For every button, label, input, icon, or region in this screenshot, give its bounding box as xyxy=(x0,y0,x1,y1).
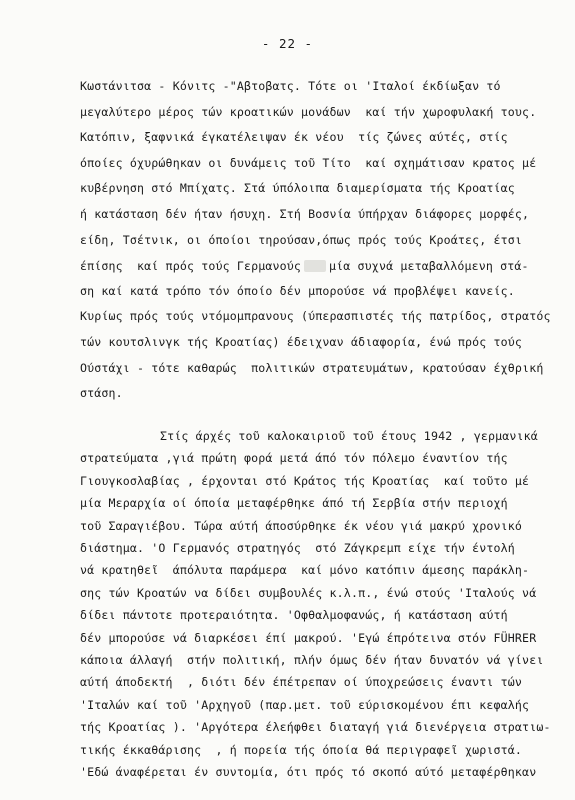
paragraph-2-line-14: τής Κροατίας ). 'Αργότερα έλεήφθει διαταγή γιά διενέργεια στρατιω- xyxy=(80,720,551,735)
redaction-mark xyxy=(304,260,326,272)
paragraph-2-line-9: δίδει πάντοτε προτεραιότητα. 'Οφθαλμοφανώς, ή κατάσταση αύτή xyxy=(80,608,508,623)
paragraph-2-line-16: 'Εδώ άναφέρεται έν συντομία, ότι πρός τό σκοπό αύτό μεταφέρθηκαν xyxy=(80,765,537,779)
paragraph-1-line-7: είδη, Τσέτνικ, οι όποίοι τηρούσαν,όπως πρός τούς Κροάτες, έτσι xyxy=(80,232,523,247)
paragraph-2-line-6: διάστημα. 'Ο Γερμανός στρατηγός στό Ζάγκρεμπ είχε τήν έντολή xyxy=(80,541,515,555)
paragraph-1-line-5: κυβέρνηση στό Μπίχατς. Στά ύπόλοιπα διαμερίσματα τής Κροατίας xyxy=(80,181,515,196)
paragraph-1-line-6: ή κατάσταση δέν ήταν ήσυχη. Στή Βοσνία ύπήρχαν διάφορες μορφές, xyxy=(80,207,530,221)
paragraph-1-line-10: Κυρίως πρός τούς ντόμομπρανους (ύπερασπιστές τής πατρίδος, στρατός xyxy=(80,309,551,324)
paragraph-1-line-11: τών κουτσλινγκ τής Κροατίας) έδειχναν άδιαφορία, ένώ πρός τούς xyxy=(80,335,523,349)
paragraph-1-line-4: όποίες όχυρώθηκαν οι δυνάμεις τοῦ Τίτο καί σχημάτισαν κρατος μέ xyxy=(80,155,537,170)
paragraph-2-line-3: Γιουγκοσλαβίας , έρχονται στό Κράτος τής Κροατίας καί τοῦτο μέ xyxy=(80,473,530,488)
paragraph-1-line-1: Κωστάνιτσα - Κόνιτς -"Αβτοβατς. Τότε οι 'Ιταλοί έκδίωξαν τό xyxy=(80,79,501,93)
paragraph-2-line-15: τικής έκκαθάρισης , ή πορεία τής όποία θά περιγραφεῖ χωριστά. xyxy=(80,742,523,757)
paragraph-2-line-7: νά κρατηθεῖ άπόλυτα παράμερα καί μόνο κατόπιν άμεσης παράκλη- xyxy=(80,563,530,578)
paragraph-2-line-11: κάποια άλλαγή στήν πολιτική, πλήν όμως δέν ήταν δυνατόν νά γίνει xyxy=(80,653,544,667)
paragraph-2-line-8: σης τών Κροατών να δίδει συμβουλές κ.λ.π., ένώ στούς 'Ιταλούς νά xyxy=(80,585,537,600)
paragraph-2-line-2: στρατεύματα ,γιά πρώτη φορά μετά άπό τόν πόλεμο έναντίον τής xyxy=(80,451,508,466)
paragraph-2-line-13: 'Ιταλών καί τοῦ 'Αρχηγοῦ (παρ.μετ. τοῦ εύρισκομένου έπι κεφαλής xyxy=(80,697,530,712)
paragraph-2-line-10: δέν μπορούσε νά διαρκέσει έπί μακρού. 'Εγώ έπρότεινα στόν FÜHRER xyxy=(80,630,537,645)
paragraph-1-line-13: στάση. xyxy=(80,386,123,401)
paragraph-1-line-8-tail: μία συχνά μεταβαλλόμενη στά- xyxy=(329,259,529,274)
paragraph-2-line-4: μία Μεραρχία οί όποία μεταφέρθηκε άπό τή Σερβία στήν περιοχή xyxy=(80,496,508,511)
paragraph-1-line-2: μεγαλύτερο μέρος τών κροατικών μονάδων καί τήν χωροφυλακή τους. xyxy=(80,104,537,119)
paragraph-1-line-3: Κατόπιν, ξαφνικά έγκατέλειψαν έκ νέου τίς ζώνες αύτές, στίς xyxy=(80,130,508,145)
paragraph-2-line-1: Στίς άρχές τοῦ καλοκαιριοῦ τοῦ έτους 1942 , γερμανικά xyxy=(160,429,538,443)
paragraph-2-line-12: αύτή άποδεκτή , διότι δέν έπέτρεπαν οί ύποχρεώσεις έναντι τών xyxy=(80,675,523,690)
paragraph-1-line-8 xyxy=(80,260,529,273)
paragraph-1-line-12: Ούστάχι - τότε καθαρώς πολιτικών στρατευμάτων, κρατούσαν έχθρική xyxy=(80,360,544,375)
paragraph-1-line-8-head: έπίσης καί πρός τούς Γερμανούς xyxy=(80,259,302,274)
paragraph-2-line-5: τοῦ Σαραγιέβου. Τώρα αύτή άποσύρθηκε έκ νέου γιά μακρύ χρονικό xyxy=(80,518,523,533)
paragraph-1-line-9: ση καί κατά τρόπο τόν όποίο δέν μπορούσε νά προβλέψει κανείς. xyxy=(80,283,515,298)
page-number: - 22 - xyxy=(261,36,314,51)
